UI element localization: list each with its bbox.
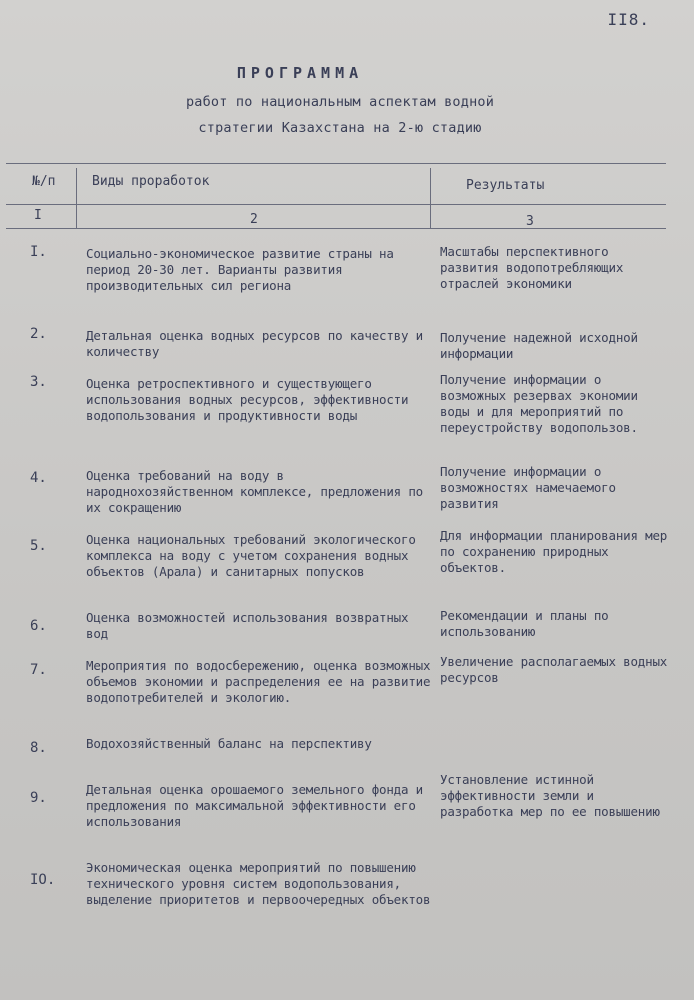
row-work: Экономическая оценка мероприятий по повышению технического уровня систем водопользования, выделение приоритетов и первоочередных объектов (86, 860, 431, 907)
row-result: Получение надежной исходной информации (440, 330, 638, 361)
row-result: Установление истинной эффективности земли и разработка мер по ее повышению (440, 772, 660, 819)
column-number-2: 2 (250, 212, 258, 227)
header-num: №/п (32, 174, 56, 189)
row-work: Социально-экономическое развитие страны на период 20-30 лет. Варианты развития производительных сил региона (86, 246, 394, 293)
row-work: Оценка ретроспективного и существующего использования водных ресурсов, эффективности водопользования и продуктивности воды (86, 376, 409, 423)
row-work: Водохозяйственный баланс на перспективу (86, 736, 372, 751)
row-work: Детальная оценка орошаемого земельного фонда и предложения по максимальной эффективности его использования (86, 782, 423, 829)
row-work: Оценка национальных требований экологического комплекса на воду с учетом сохранения водных объектов (Арала) и санитарных попусков (86, 532, 416, 579)
subtitle-line-1: работ по национальным аспектам водной (185, 94, 495, 110)
row-number: 3. (30, 374, 47, 390)
column-number-1: I (34, 208, 42, 223)
row-number: 8. (30, 740, 47, 756)
row-result: Масштабы перспективного развития водопотребляющих отраслей экономики (440, 244, 624, 291)
header-result: Результаты (466, 178, 545, 193)
row-result: Для информации планирования мер по сохранению природных объектов. (440, 528, 668, 575)
column-divider-2 (430, 168, 431, 228)
subtitle-line-2: стратегии Казахстана на 2-ю стадию (198, 120, 482, 136)
row-number: 5. (30, 538, 47, 554)
document-title: ПРОГРАММА (236, 64, 364, 82)
header-bottom-rule (6, 204, 666, 205)
row-number: IO. (30, 872, 56, 888)
colnum-bottom-rule (6, 228, 666, 229)
row-number: 4. (30, 470, 47, 486)
row-number: 6. (30, 618, 47, 634)
row-result: Получение информации о возможностях намечаемого развития (440, 464, 616, 511)
page-number: II8. (607, 10, 650, 29)
row-work: Мероприятия по водосбережению, оценка возможных объемов экономии и распределения ее на развитие водопотребителей и экологию. (86, 658, 431, 705)
table-top-rule (6, 163, 666, 164)
row-work: Оценка возможностей использования возвратных вод (86, 610, 409, 641)
row-result: Получение информации о возможных резервах экономии воды и для мероприятий по переустройству водопользов. (440, 372, 638, 435)
header-work: Виды проработок (92, 174, 210, 189)
column-divider-1 (76, 168, 77, 228)
column-number-3: 3 (526, 214, 534, 229)
row-result: Увеличение располагаемых водных ресурсов (440, 654, 668, 685)
row-result: Рекомендации и планы по использованию (440, 608, 609, 639)
row-work: Оценка требований на воду в народнохозяйственном комплексе, предложения по их сокращению (86, 468, 423, 515)
row-number: 2. (30, 326, 47, 342)
row-number: 7. (30, 662, 47, 678)
row-number: 9. (30, 790, 47, 806)
row-work: Детальная оценка водных ресурсов по качеству и количеству (86, 328, 423, 359)
row-number: I. (30, 244, 47, 260)
